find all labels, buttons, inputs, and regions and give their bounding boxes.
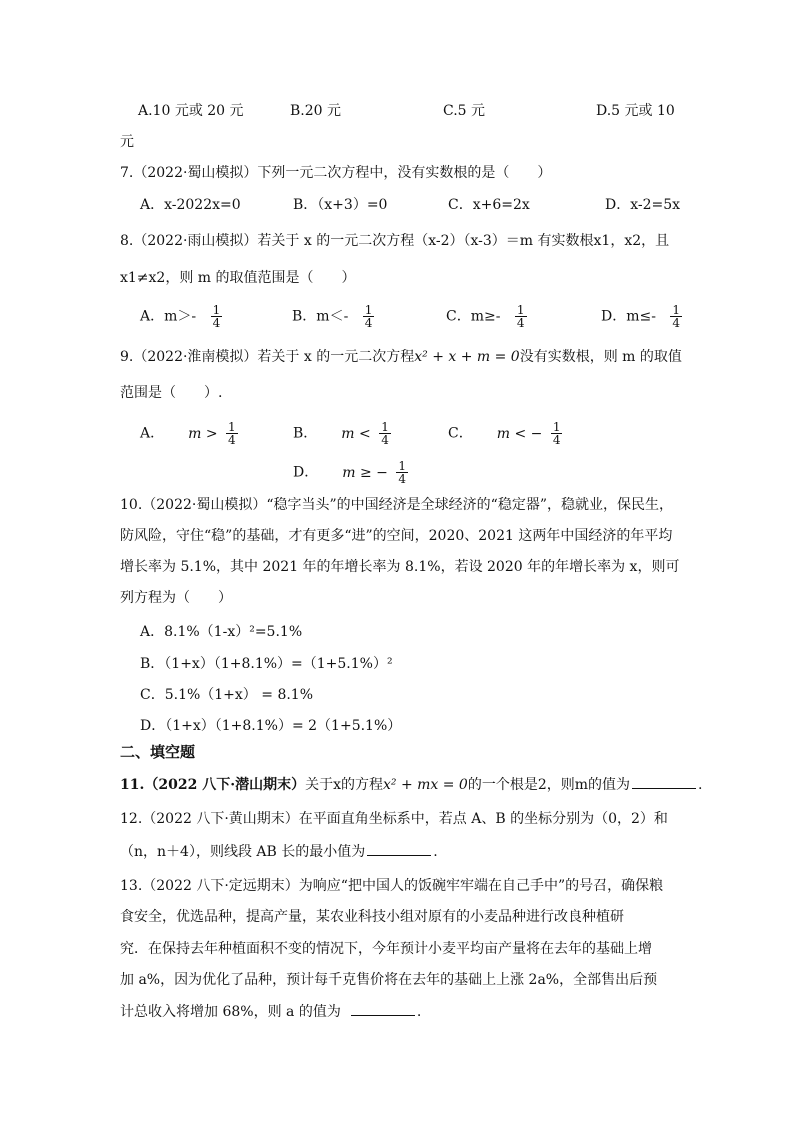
fraction-denominator: 4 (381, 433, 389, 447)
q8-option-a (140, 304, 222, 329)
q9-option-a-expr: m > (188, 425, 218, 442)
q11-answer-blank[interactable] (632, 774, 696, 789)
q8-option-c-text: C．m≥- (446, 308, 501, 325)
fraction-denominator: 4 (516, 316, 525, 330)
fraction-numerator: 1 (552, 420, 561, 434)
q8-option-b (292, 304, 374, 329)
q8-option-d (601, 304, 682, 329)
fraction-numerator: 1 (228, 420, 236, 434)
q10-option-b: B．（1+x）（1+8.1%）=（1+5.1%）² (140, 656, 393, 672)
q8-option-b-fraction (363, 304, 375, 329)
q13-end: . (416, 1004, 422, 1020)
fraction-numerator: 1 (381, 420, 389, 434)
q9-option-c-expr: m < − (496, 425, 543, 442)
q9-option-a (140, 421, 238, 446)
q13-line-5-text: 计总收入将增加 68%，则 a 的值为 (120, 1004, 341, 1020)
q9-option-c (448, 421, 562, 446)
q11-equation: x² + mx = 0 (382, 777, 468, 793)
q7-option-a: A．x-2022x=0 (140, 197, 241, 213)
q8-stem-text: 8.（2022·雨山模拟）若关于 x 的一元二次方程（x-2）（x-3）＝m 有实数根 (120, 233, 594, 249)
q9-option-d-label: D． (293, 464, 319, 481)
fraction-numerator: 1 (398, 459, 406, 473)
q7-option-b: B．（x+3）=0 (293, 197, 388, 213)
q8-stem-line1 (120, 231, 669, 251)
q9-option-d (293, 460, 408, 485)
q7-option-d: D．x-2=5x (605, 197, 681, 213)
q12-line-2 (120, 841, 438, 862)
q9-option-d-fraction (396, 460, 408, 485)
q13-line-5 (120, 1001, 421, 1022)
q12-line-2-text: （n，n＋4），则线段 AB 长的最小值为 (120, 844, 366, 860)
q8-option-d-text: D．m≤- (601, 308, 656, 325)
q13-line-3: 究．在保持去年种植面积不变的情况下，今年预计小麦平均亩产量将在去年的基础上增 (120, 941, 652, 957)
q11-end: . (698, 777, 703, 793)
q11-text-a: 关于x的方程 (305, 777, 383, 793)
q8-option-d-fraction (670, 304, 682, 329)
q12-answer-blank[interactable] (367, 841, 431, 856)
q9-equation: x² + x + m = 0 (414, 349, 520, 365)
q11-source: 11.（2022 八下·潜山期末） (120, 777, 306, 793)
q8-roots: x1，x2，且 (593, 233, 670, 249)
fraction-denominator: 4 (398, 472, 406, 486)
fraction-denominator: 4 (552, 433, 561, 447)
q6-option-b: B.20 元 (290, 103, 342, 119)
q13-line-2: 食安全，优选品种，提高产量，某农业科技小组对原有的小麦品种进行改良种植研 (120, 909, 624, 925)
q10-option-a: A．8.1%（1-x）²=5.1% (140, 624, 303, 640)
fraction-numerator: 1 (364, 303, 373, 317)
q6-option-wrap: 元 (120, 134, 134, 150)
q9-option-a-label: A． (140, 425, 165, 442)
fraction-denominator: 4 (212, 316, 221, 330)
fraction-numerator: 1 (672, 303, 681, 317)
q13-line-4: 加 a%，因为优化了品种，预计每千克售价将在去年的基础上上涨 2a%，全部售出后预 (120, 972, 658, 988)
fraction-denominator: 4 (364, 316, 373, 330)
fraction-denominator: 4 (228, 433, 236, 447)
q8-option-c-fraction (515, 304, 527, 329)
q9-option-b-label: B． (293, 425, 318, 442)
q10-line-3: 增长率为 5.1%，其中 2021 年的年增长率为 8.1%，若设 2020 年的年增长率为 x，则可 (120, 559, 680, 575)
fraction-numerator: 1 (516, 303, 525, 317)
q12-end: . (433, 844, 438, 860)
q7-option-c: C．x+6=2x (448, 197, 530, 213)
q9-stem-line1 (120, 347, 682, 367)
q9-option-d-expr: m ≥ − (342, 464, 388, 481)
q10-line-4: 列方程为（ ） (120, 590, 232, 606)
section-heading-fill-in: 二、填空题 (120, 743, 196, 761)
q8-option-b-text: B．m＜- (292, 308, 349, 325)
q7-stem: 7.（2022·蜀山模拟）下列一元二次方程中，没有实数根的是（ ） (120, 165, 552, 181)
q9-stem-b: 没有实数根，则 m 的取值 (519, 349, 682, 365)
q8-stem-line2: x1≠x2，则 m 的取值范围是（ ） (120, 270, 356, 286)
q9-option-b-fraction (379, 421, 391, 446)
q6-option-a: A.10 元或 20 元 (138, 103, 244, 119)
q10-line-2: 防风险，守住“稳”的基础，才有更多“进”的空间，2020、2021 这两年中国经济的年平均 (120, 528, 673, 544)
q10-option-c: C．5.1%（1+x） = 8.1% (140, 687, 314, 703)
fraction-numerator: 1 (212, 303, 221, 317)
q9-option-b-expr: m < (341, 425, 371, 442)
q10-line-1: 10.（2022·蜀山模拟）“稳字当头”的中国经济是全球经济的“稳定器”，稳就业，保民生， (120, 497, 673, 513)
fraction-denominator: 4 (672, 316, 681, 330)
q13-answer-blank[interactable] (351, 1001, 415, 1016)
q9-stem-line2: 范围是（ ）. (120, 385, 223, 401)
q11-stem (120, 774, 702, 795)
q8-option-a-fraction (211, 304, 223, 329)
q9-option-c-fraction (551, 421, 563, 446)
q8-option-a-text: A．m＞- (140, 308, 197, 325)
q12-line-1: 12.（2022 八下·黄山期末）在平面直角坐标系中，若点 A、B 的坐标分别为（0，2）和 (120, 811, 668, 827)
q11-text-b: 的一个根是2，则m的值为 (467, 777, 631, 793)
q9-option-a-fraction (226, 421, 238, 446)
q13-line-1: 13.（2022 八下·定远期末）为响应“把中国人的饭碗牢牢端在自己手中”的号召，确保粮 (120, 878, 664, 894)
q6-option-d: D.5 元或 10 (596, 103, 675, 119)
q6-option-c: C.5 元 (443, 103, 486, 119)
q9-option-b (293, 421, 391, 446)
q9-option-c-label: C． (448, 425, 473, 442)
q10-option-d: D．（1+x）（1+8.1%）= 2（1+5.1%） (140, 718, 402, 734)
q8-option-c (446, 304, 527, 329)
q9-stem-a: 9.（2022·淮南模拟）若关于 x 的一元二次方程 (120, 349, 415, 365)
